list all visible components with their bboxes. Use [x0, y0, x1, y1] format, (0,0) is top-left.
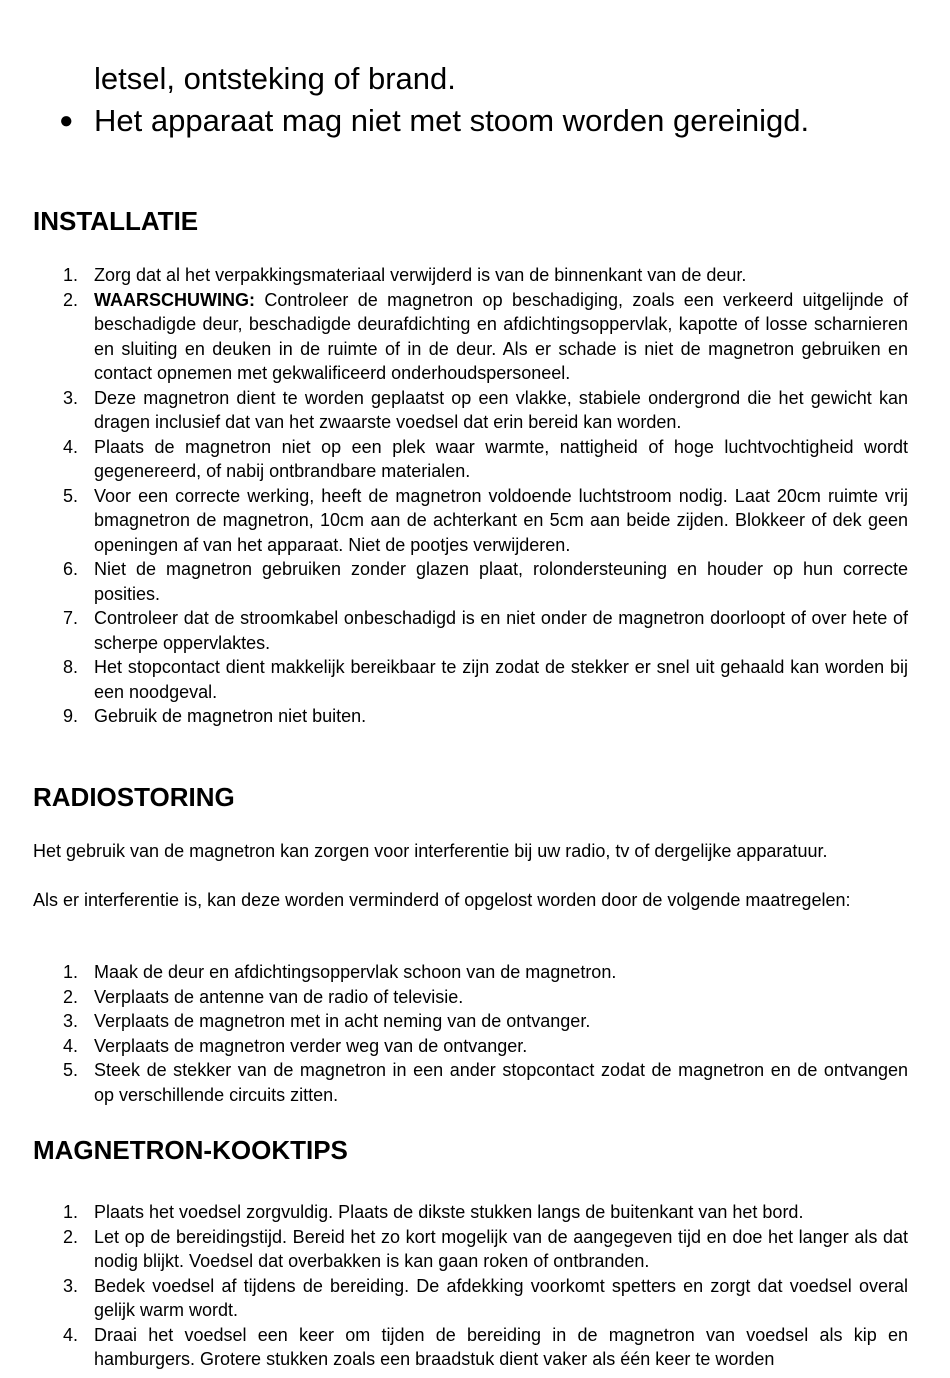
bullet-text: Het apparaat mag niet met stoom worden gereinigd. — [94, 103, 810, 138]
radiostoring-list — [33, 960, 908, 1107]
section-heading-kooktips: MAGNETRON-KOOKTIPS — [33, 1135, 348, 1165]
list-item — [33, 655, 908, 704]
paragraph: Als er interferentie is, kan deze worden verminderd of opgelost worden door de volgende maatregelen: — [33, 890, 851, 910]
list-item — [33, 1034, 908, 1059]
list-item — [33, 1274, 908, 1323]
list-number: 1. — [63, 265, 79, 285]
kooktips-list — [33, 1200, 908, 1372]
list-item — [33, 288, 908, 386]
list-item — [33, 704, 908, 729]
list-number: 5. — [63, 485, 79, 506]
paragraph: Het gebruik van de magnetron kan zorgen voor interferentie bij uw radio, tv of dergelijke apparatuur. — [33, 841, 828, 861]
list-item — [33, 1225, 908, 1274]
list-number: 7. — [63, 608, 79, 628]
bullet-icon: ● — [59, 107, 74, 134]
list-text: Bedek voedsel af tijdens de bereiding. De afdekking voorkomt spetters en zorgt dat voedsel overal gelijk warm wordt. — [94, 1275, 908, 1320]
warning-label: WAARSCHUWING: — [94, 289, 255, 310]
list-text: Controleer dat de stroomkabel onbeschadigd is en niet onder de magnetron doorloopt of over hete of scherpe oppervlaktes. — [94, 608, 908, 653]
section-heading-radiostoring: RADIOSTORING — [33, 782, 235, 812]
section-heading-installatie: INSTALLATIE — [33, 206, 199, 236]
list-item — [33, 960, 908, 985]
list-number: 4. — [63, 1324, 79, 1345]
list-item — [33, 1009, 908, 1034]
list-text: Verplaats de antenne van de radio of televisie. — [94, 986, 464, 1007]
list-text: Plaats de magnetron niet op een plek waar warmte, nattigheid of hoge luchtvochtigheid wordt gegenereerd, of nabij ontbrandbare materialen. — [94, 436, 908, 481]
list-text: Steek de stekker van de magnetron in een ander stopcontact zodat de magnetron en de ontvangen op verschillende circuits zitten. — [94, 1060, 908, 1105]
list-item — [33, 557, 908, 606]
list-number: 9. — [63, 706, 79, 726]
list-number: 5. — [63, 1060, 79, 1080]
list-item — [33, 263, 908, 288]
list-text: Maak de deur en afdichtingsoppervlak schoon van de magnetron. — [94, 962, 617, 982]
list-text: Zorg dat al het verpakkingsmateriaal verwijderd is van de binnenkant van de deur. — [94, 265, 747, 285]
list-item — [33, 386, 908, 435]
list-number: 2. — [63, 289, 79, 310]
list-number: 3. — [63, 387, 79, 408]
list-text: Gebruik de magnetron niet buiten. — [94, 706, 367, 726]
list-item — [33, 606, 908, 655]
list-text: Plaats het voedsel zorgvuldig. Plaats de dikste stukken langs de buitenkant van het bord. — [94, 1202, 804, 1222]
list-number: 4. — [63, 1035, 79, 1056]
list-number: 3. — [63, 1011, 79, 1031]
list-text: Let op de bereidingstijd. Bereid het zo kort mogelijk van de aangegeven tijd en doe het langer als dat nodig blijkt. Voedsel dat overbakken is kan gaan roken of ontbranden. — [94, 1226, 908, 1271]
list-item — [33, 435, 908, 484]
list-number: 1. — [63, 1202, 79, 1222]
list-text: Verplaats de magnetron met in acht neming van de ontvanger. — [94, 1011, 591, 1031]
installatie-list — [33, 263, 908, 729]
continuation-line: letsel, ontsteking of brand. — [94, 61, 456, 96]
list-item — [33, 985, 908, 1010]
list-number: 1. — [63, 962, 79, 982]
list-text: Verplaats de magnetron verder weg van de ontvanger. — [94, 1035, 528, 1056]
list-text: Deze magnetron dient te worden geplaatst op een vlakke, stabiele ondergrond die het gewicht kan dragen inclusief dat van het zwaarste voedsel dat erin bereid kan worden. — [94, 387, 908, 432]
list-item — [33, 1323, 908, 1372]
list-text: Voor een correcte werking, heeft de magnetron voldoende luchtstroom nodig. Laat 20cm ruimte vrij bmagnetron de magnetron, 10cm aan de achterkant en 5cm aan beide zijden. Blokkeer of dek geen openingen af van het apparaat. Niet de pootjes verwijderen. — [94, 485, 908, 555]
list-text: Draai het voedsel een keer om tijden de bereiding in de magnetron van voedsel als kip en hamburgers. Grotere stukken zoals een braadstuk dient vaker als één keer te worden — [94, 1324, 908, 1369]
list-number: 6. — [63, 559, 79, 579]
list-item — [33, 1058, 908, 1107]
list-text: Het stopcontact dient makkelijk bereikbaar te zijn zodat de stekker er snel uit gehaald kan worden bij een noodgeval. — [94, 657, 908, 702]
list-number: 2. — [63, 986, 79, 1007]
list-text: Niet de magnetron gebruiken zonder glazen plaat, rolondersteuning en houder op hun correcte posities. — [94, 559, 908, 604]
list-number: 4. — [63, 436, 79, 457]
list-text: Controleer de magnetron op beschadiging, zoals een verkeerd uitgelijnde of beschadigde deur, beschadigde deurafdichting en afdichtingsoppervlak, kapotte of losse scharnieren en sluiting en deuken in de ruimte of in de deur. Als er schade is niet de magnetron gebruiken en contact opnemen met gekwalificeerd onderhoudspersoneel. — [94, 289, 908, 383]
list-number: 8. — [63, 657, 79, 677]
list-item — [33, 1200, 908, 1225]
list-item — [33, 484, 908, 558]
list-number: 2. — [63, 1226, 79, 1247]
list-number: 3. — [63, 1275, 79, 1296]
